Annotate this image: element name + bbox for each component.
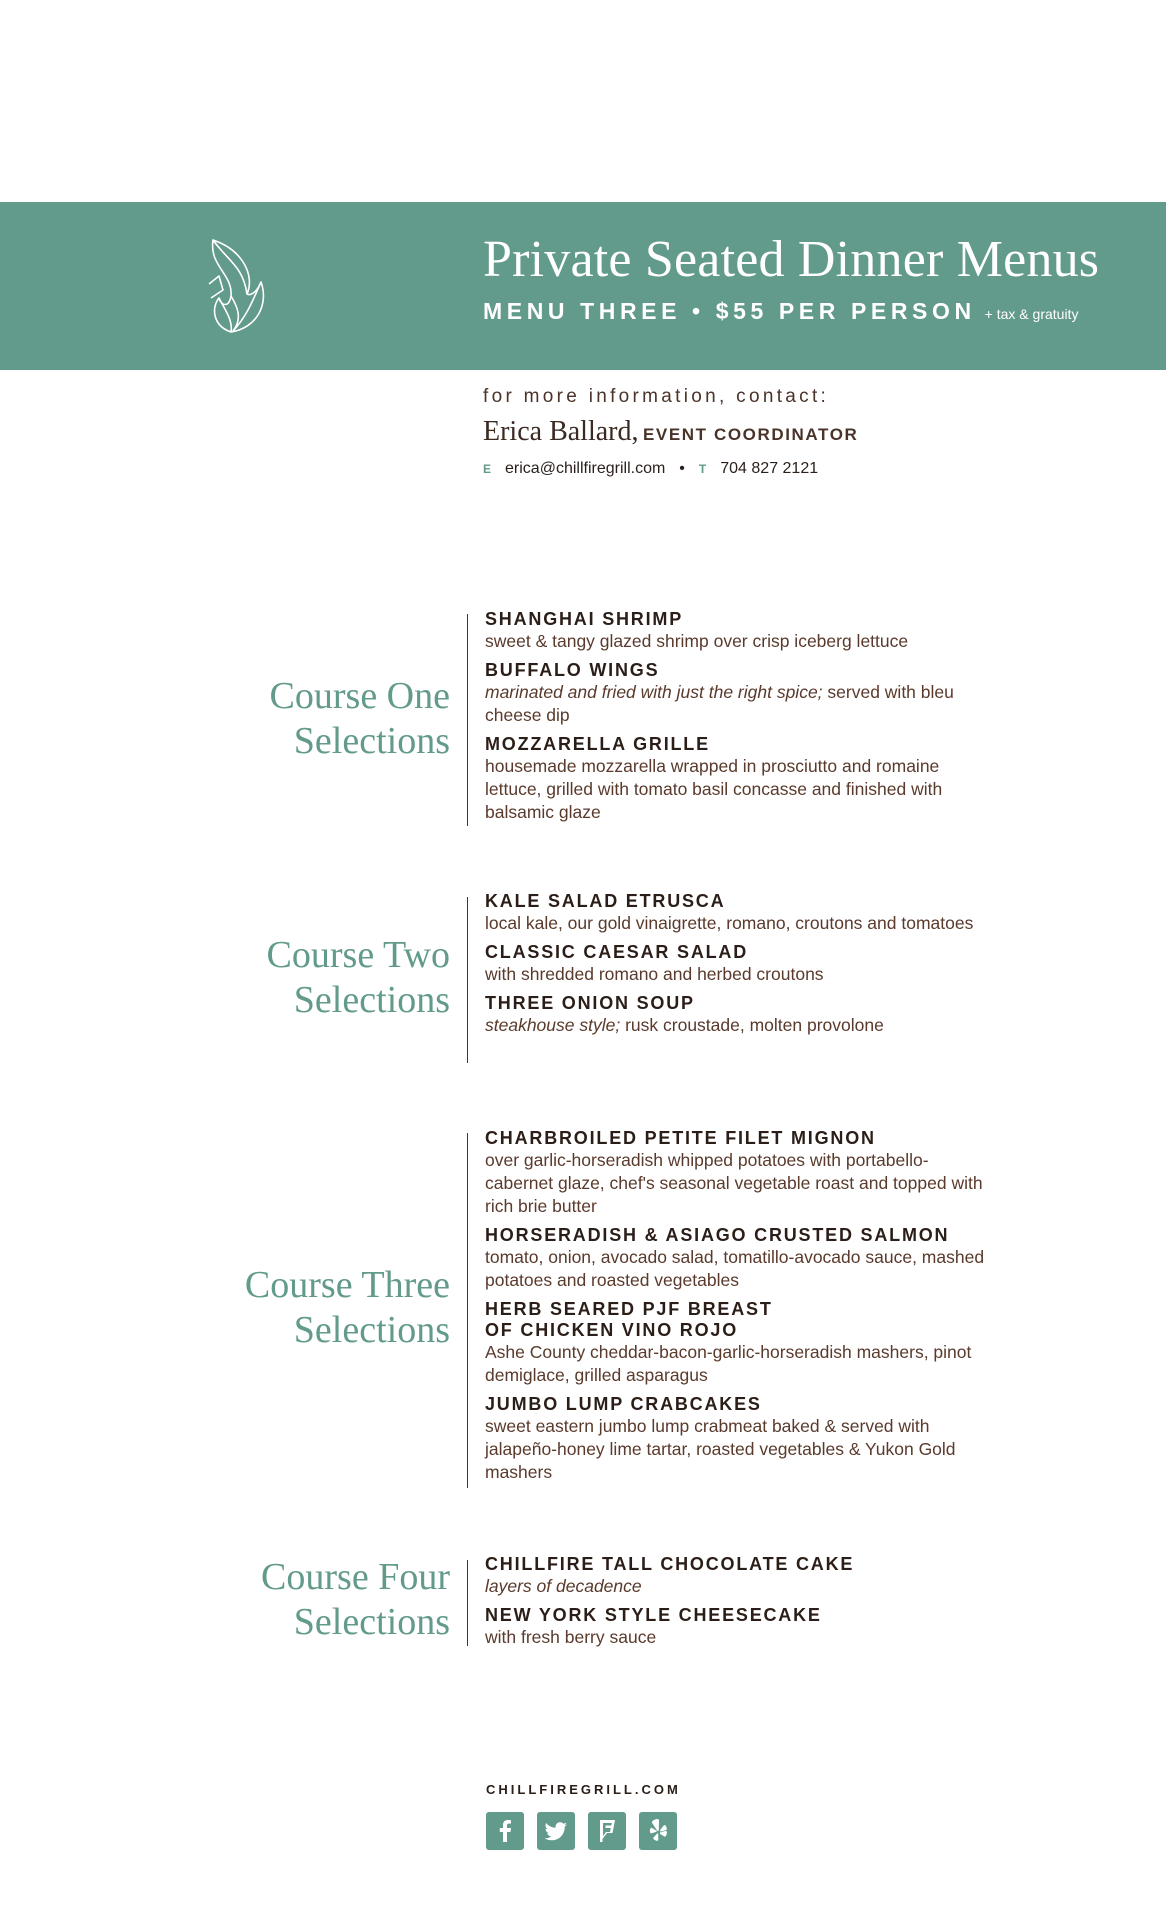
course-two-items [485, 891, 985, 1044]
item-name: HORSERADISH & ASIAGO CRUSTED SALMON [485, 1225, 950, 1245]
phone-label: T [698, 462, 707, 476]
course-three-items [485, 1128, 985, 1491]
email-link[interactable]: erica@chillfiregrill.com [505, 460, 666, 477]
course-three-title: Course Three Selections [244, 1264, 450, 1351]
menu-item [485, 1554, 985, 1598]
item-name: MOZZARELLA GRILLE [485, 734, 710, 754]
twitter-icon[interactable] [537, 1812, 575, 1850]
menu-item [485, 1225, 985, 1292]
contact-details [483, 460, 818, 478]
menu-item [485, 993, 985, 1037]
contact-role: EVENT COORDINATOR [642, 425, 859, 444]
separator: • [679, 460, 685, 477]
menu-item [485, 609, 985, 653]
item-description: sweet eastern jumbo lump crabmeat baked & served with jalapeño-honey lime tartar, roasted vegetables & Yukon Gold mashers [485, 1416, 956, 1482]
item-name: NEW YORK STYLE CHEESECAKE [485, 1605, 822, 1625]
item-description: layers of decadence [485, 1576, 642, 1596]
menu-item [485, 734, 985, 824]
item-name: THREE ONION SOUP [485, 993, 695, 1013]
item-name: CHARBROILED PETITE FILET MIGNON [485, 1128, 876, 1148]
course-divider [467, 1560, 468, 1646]
course-four-items [485, 1554, 985, 1656]
menu-item [485, 1128, 985, 1218]
phone-link[interactable]: 704 827 2121 [720, 460, 819, 477]
item-name-line2: OF CHICKEN VINO ROJO [485, 1320, 739, 1340]
course-four-title: Course Four Selections [261, 1556, 450, 1643]
course-divider [467, 897, 468, 1063]
item-name: CHILLFIRE TALL CHOCOLATE CAKE [485, 1554, 855, 1574]
item-name: CLASSIC CAESAR SALAD [485, 942, 749, 962]
facebook-icon[interactable] [486, 1812, 524, 1850]
menu-item [485, 1605, 985, 1649]
item-description: Ashe County cheddar-bacon-garlic-horseradish mashers, pinot demiglace, grilled asparagus [485, 1342, 972, 1385]
menu-item [485, 891, 985, 935]
item-description: sweet & tangy glazed shrimp over crisp iceberg lettuce [485, 631, 909, 651]
course-one-items [485, 609, 985, 831]
contact-name-line [483, 416, 858, 448]
item-description: local kale, our gold vinaigrette, romano, croutons and tomatoes [485, 913, 974, 933]
item-description: with fresh berry sauce [485, 1627, 657, 1647]
item-description: tomato, onion, avocado salad, tomatillo-avocado sauce, mashed potatoes and roasted vegetables [485, 1247, 985, 1290]
menu-item [485, 1394, 985, 1484]
website-link[interactable]: CHILLFIREGRILL.COM [486, 1782, 681, 1797]
page-title: Private Seated Dinner Menus [483, 231, 1100, 288]
item-name: KALE SALAD ETRUSCA [485, 891, 726, 911]
item-description: over garlic-horseradish whipped potatoes with portabello-cabernet glaze, chef's seasonal vegetable roast and topped with rich brie butter [485, 1150, 983, 1216]
item-description: marinated and fried with just the right spice; served with bleu cheese dip [485, 682, 954, 725]
item-name: BUFFALO WINGS [485, 660, 660, 680]
contact-name: Erica Ballard, [483, 416, 639, 447]
item-name: HERB SEARED PJF BREAST [485, 1299, 773, 1319]
course-one-title: Course One Selections [269, 675, 450, 762]
menu-item [485, 660, 985, 727]
course-divider [467, 1133, 468, 1488]
item-description: housemade mozzarella wrapped in prosciutto and romaine lettuce, grilled with tomato basil concasse and finished with balsamic glaze [485, 756, 943, 822]
tax-note: + tax & gratuity [984, 306, 1079, 322]
contact-lead: for more information, contact: [483, 386, 830, 407]
foursquare-icon[interactable] [588, 1812, 626, 1850]
item-description: with shredded romano and herbed croutons [485, 964, 824, 984]
item-name: SHANGHAI SHRIMP [485, 609, 684, 629]
item-description: steakhouse style; rusk croustade, molten provolone [485, 1015, 884, 1035]
menu-item [485, 1299, 985, 1387]
menu-item [485, 942, 985, 986]
course-two-title: Course Two Selections [266, 934, 450, 1021]
yelp-icon[interactable] [639, 1812, 677, 1850]
course-divider [467, 614, 468, 826]
email-label: E [483, 462, 492, 476]
menu-price-subtitle: MENU THREE • $55 PER PERSON + tax & gratuity [483, 298, 1079, 324]
flame-leaf-logo-icon [203, 236, 275, 336]
item-name: JUMBO LUMP CRABCAKES [485, 1394, 762, 1414]
